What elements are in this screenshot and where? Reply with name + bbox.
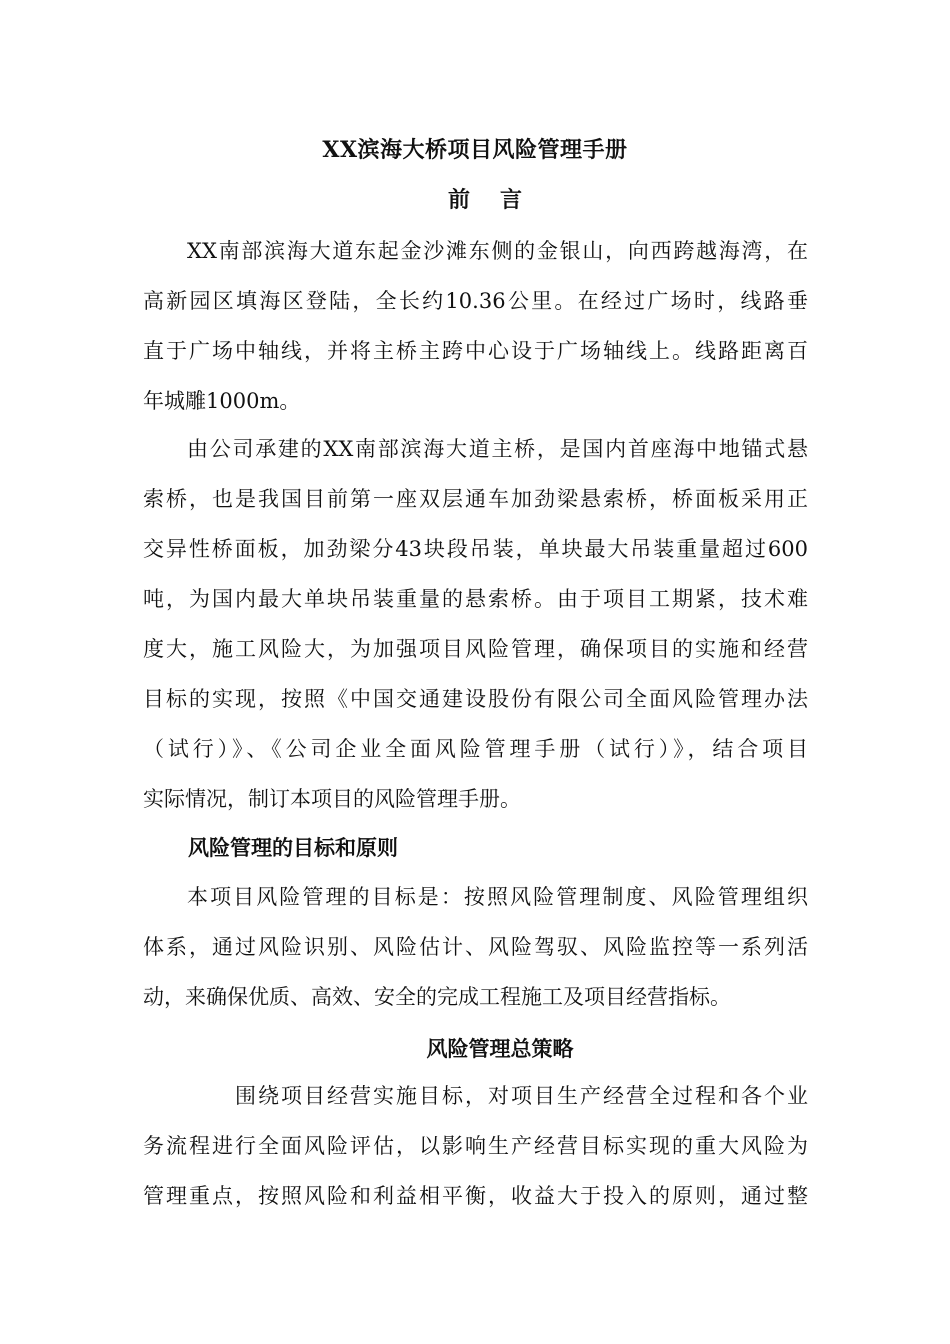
paragraph-line: 务流程进行全面风险评估，以影响生产经营目标实现的重大风险为: [143, 1134, 808, 1158]
paragraph-line: 目标的实现，按照《中国交通建设股份有限公司全面风险管理办法: [143, 687, 808, 711]
preface-paragraph-1: [143, 226, 808, 426]
paragraph-line: 度大，施工风险大，为加强项目风险管理，确保项目的实施和经营: [143, 637, 808, 661]
paragraph-line: 直于广场中轴线，并将主桥主跨中心设于广场轴线上。线路距离百: [143, 339, 808, 363]
paragraph-line: 吨，为国内最大单块吊装重量的悬索桥。由于项目工期紧，技术难: [143, 587, 808, 611]
paragraph-line: 管理重点，按照风险和利益相平衡，收益大于投入的原则，通过整: [143, 1184, 808, 1208]
paragraph-line: 索桥，也是我国目前第一座双层通车加劲梁悬索桥，桥面板采用正: [143, 487, 808, 511]
paragraph-line: 体系，通过风险识别、风险估计、风险驾驭、风险监控等一系列活: [143, 935, 808, 959]
paragraph-line: 交异性桥面板，加劲梁分43块段吊装，单块最大吊装重量超过600: [143, 537, 808, 561]
paragraph-line: 围绕项目经营实施目标，对项目生产经营全过程和各个业: [235, 1084, 808, 1108]
paragraph-line: 由公司承建的XX南部滨海大道主桥，是国内首座海中地锚式悬: [187, 437, 808, 461]
preface-heading: 前言: [447, 188, 552, 213]
paragraph-line: 动，来确保优质、高效、安全的完成工程施工及项目经营指标。: [143, 985, 731, 1009]
paragraph-line: XX南部滨海大道东起金沙滩东侧的金银山，向西跨越海湾，在: [187, 239, 808, 263]
section-heading-strategy: 风险管理总策略: [426, 1037, 574, 1061]
paragraph-line: 本项目风险管理的目标是：按照风险管理制度、风险管理组织: [187, 885, 808, 909]
paragraph-line: 实际情况，制订本项目的风险管理手册。: [143, 787, 521, 811]
preface-paragraph-2: [143, 424, 808, 824]
document-title: XX滨海大桥项目风险管理手册: [322, 137, 628, 163]
paragraph-line: 年城雕1000m。: [143, 389, 301, 413]
paragraph-line: 高新园区填海区登陆，全长约10.36公里。在经过广场时，线路垂: [143, 289, 808, 313]
paragraph-line: （试行）》、《公司企业全面风险管理手册（试行）》，结合项目: [143, 737, 808, 761]
objectives-paragraph: [143, 872, 808, 1022]
strategy-paragraph: [143, 1071, 808, 1221]
section-heading-objectives: 风险管理的目标和原则: [188, 836, 398, 860]
